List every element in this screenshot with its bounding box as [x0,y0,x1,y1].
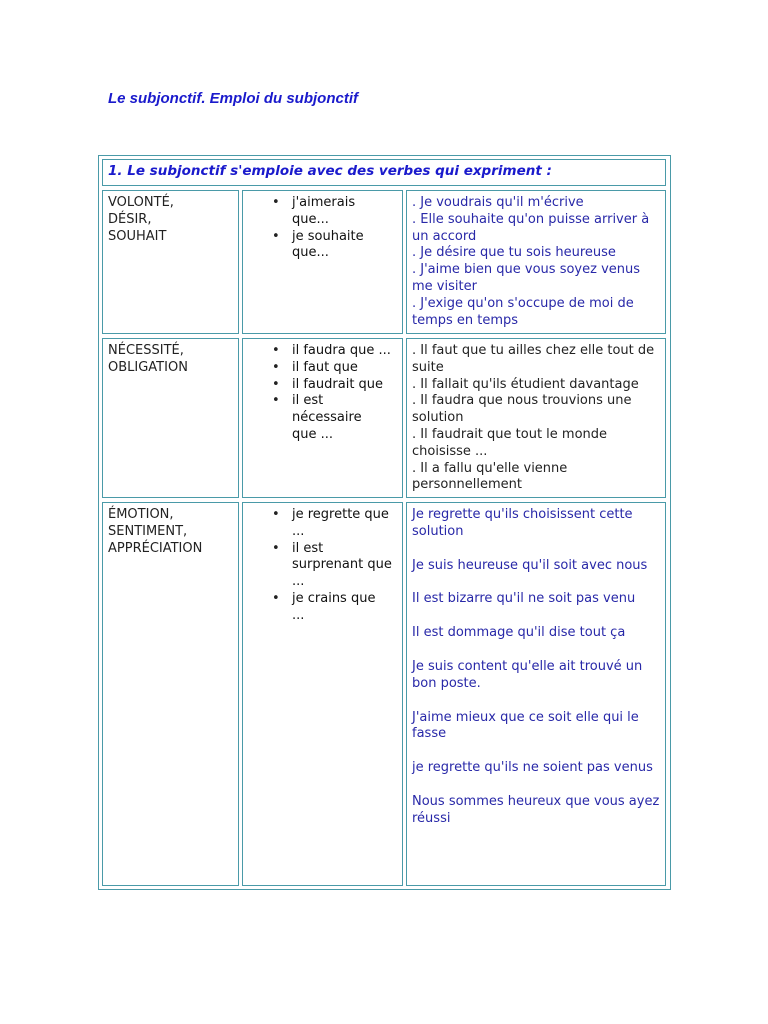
row-3-verbs [242,502,403,886]
example-line: . Je désire que tu sois heureuse [412,245,616,261]
row-1-examples [406,190,666,334]
category-line: APPRÉCIATION [108,540,203,556]
example-line: Nous sommes heureux que vous ayez réussi [412,793,660,826]
table-header: 1. Le subjonctif s'emploie avec des verbes qui expriment : [102,159,666,186]
example-line: . Elle souhaite qu'on puisse arriver à un accord [412,211,650,244]
verb-item: • je crains que ... [248,591,398,625]
category-line: VOLONTÉ, [108,195,174,210]
verb-item: • il faudra que ... [248,343,398,360]
row-3-examples [406,502,666,886]
verb-item: • je regrette que ... [248,507,398,541]
category-line: OBLIGATION [108,359,188,375]
category-line: NÉCESSITÉ, [108,343,184,358]
verb-item: • j'aimerais que... [248,195,384,229]
example-line: J'aime mieux que ce soit elle qui le fasse [412,709,639,742]
verb-item: • je souhaite que... [248,229,384,263]
example-line: Il est dommage qu'il dise tout ça [412,625,626,641]
example-line: Je regrette qu'ils choisissent cette solution [412,507,633,539]
category-line: SOUHAIT [108,228,167,244]
row-1-category [102,190,239,334]
verb-item: • il est nécessaire que ... [248,393,398,443]
verb-item: • il faudrait que [248,377,398,394]
example-line: Je suis content qu'elle ait trouvé un bon poste. [412,658,643,691]
example-line: . Il a fallu qu'elle vienne personnellement [412,460,568,493]
verb-item: • il faut que [248,360,398,377]
example-line: . J'exige qu'on s'occupe de moi de temps en temps [412,295,634,328]
category-line: SENTIMENT, [108,523,188,539]
example-line: Je suis heureuse qu'il soit avec nous [412,557,648,573]
page-title: Le subjonctif. Emploi du subjonctif [108,90,358,107]
category-line: DÉSIR, [108,211,152,227]
row-2-verbs [242,338,403,498]
example-line: . Je voudrais qu'il m'écrive [412,195,584,210]
example-line: . Il fallait qu'ils étudient davantage [412,376,639,392]
example-line: . Il faudrait que tout le monde choisisse ... [412,426,608,459]
example-line: Il est bizarre qu'il ne soit pas venu [412,591,636,607]
row-1-verbs [242,190,403,334]
example-line: . Il faut que tu ailles chez elle tout de suite [412,343,655,375]
row-2-examples [406,338,666,498]
category-line: ÉMOTION, [108,507,174,522]
row-2-category [102,338,239,498]
example-line: . J'aime bien que vous soyez venus me visiter [412,262,641,294]
example-line: je regrette qu'ils ne soient pas venus [412,760,653,776]
example-line: . Il faudra que nous trouvions une solution [412,393,632,426]
row-3-category [102,502,239,886]
verb-item: • il est surprenant que ... [248,541,398,591]
